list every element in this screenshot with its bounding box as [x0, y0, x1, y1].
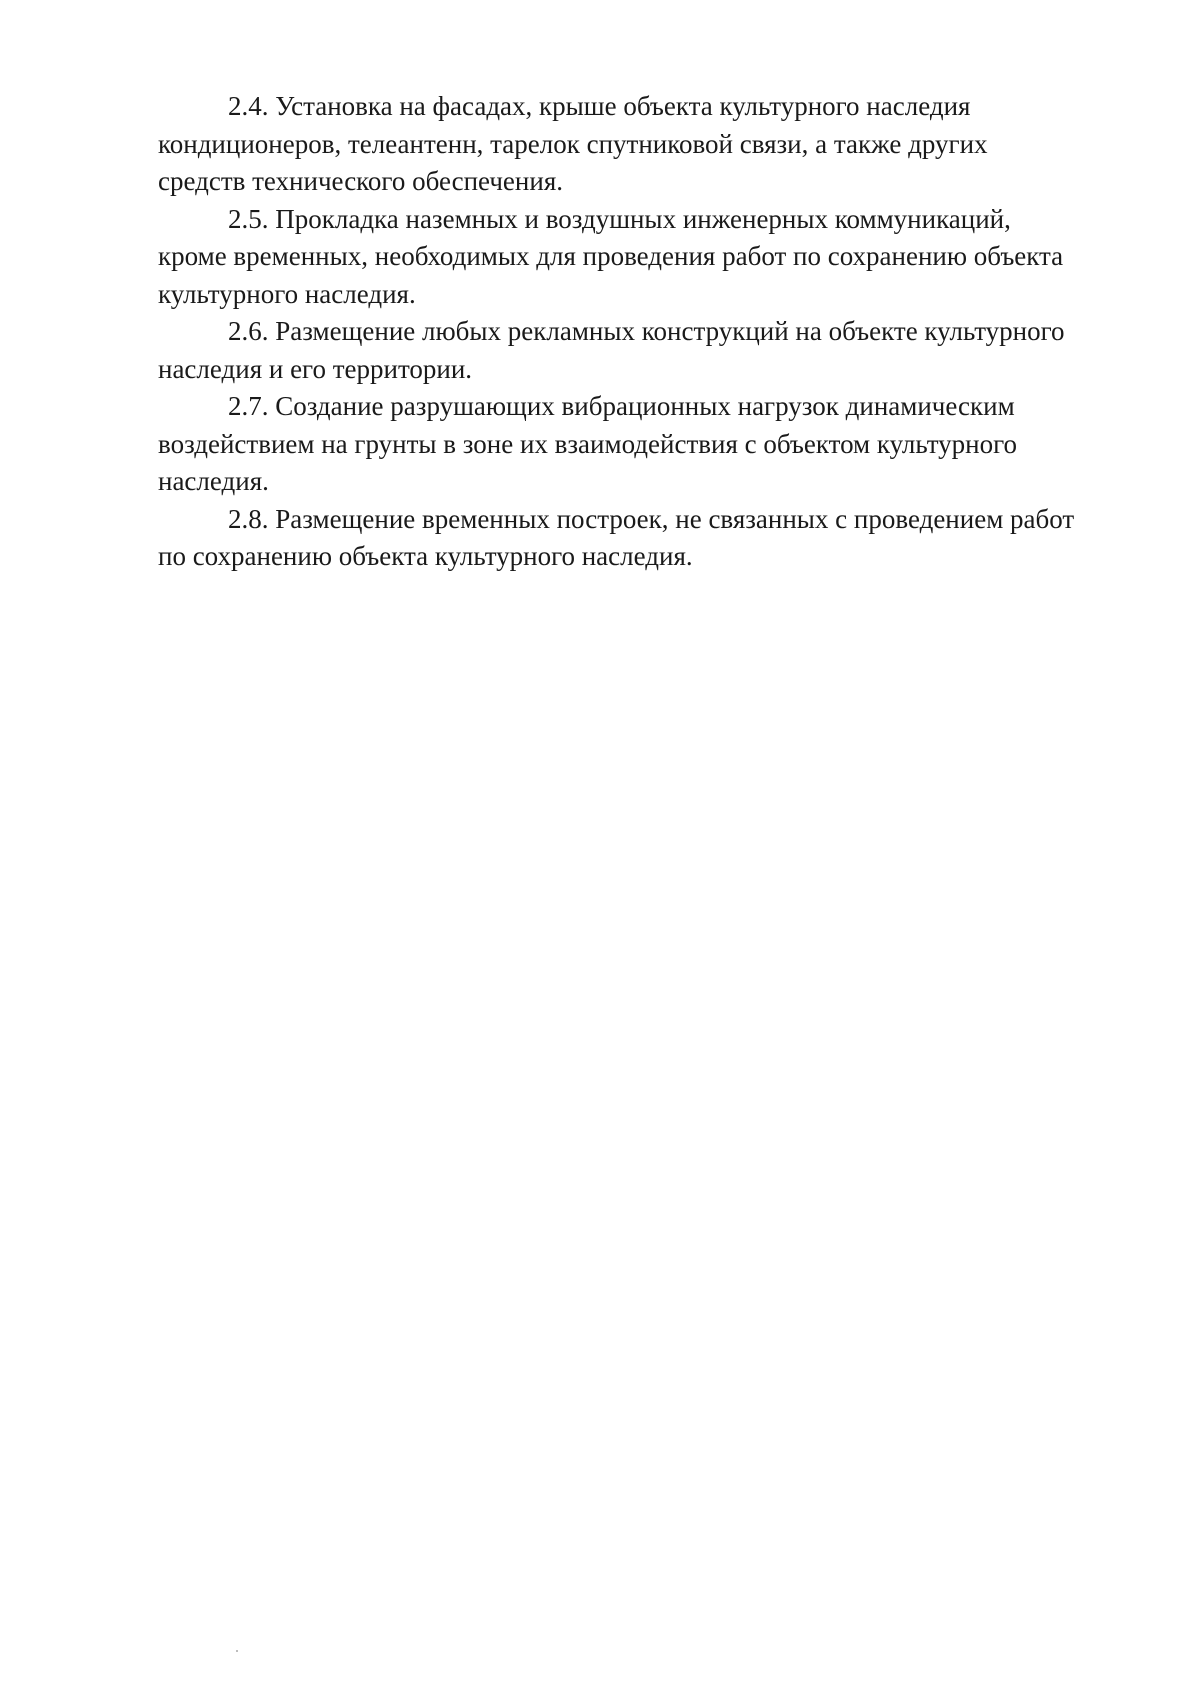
paragraph-2-5: 2.5. Прокладка наземных и воздушных инженерных коммуникаций, кроме временных, необходимых для проведения работ по сохранению объекта культурного наследия.: [158, 203, 1064, 309]
paragraph-2-7: 2.7. Создание разрушающих вибрационных нагрузок динамическим воздействием на грунты в зоне их взаимодействия с объектом культурного наследия.: [158, 391, 1017, 496]
paragraph-2-6: 2.6. Размещение любых рекламных конструкций на объекте культурного наследия и его территории.: [158, 316, 1065, 384]
document-body: [158, 88, 1078, 576]
scan-speck: [236, 1650, 238, 1652]
paragraph-2-8: 2.8. Размещение временных построек, не связанных с проведением работ по сохранению объекта культурного наследия.: [158, 503, 1075, 571]
paragraph-2-4: 2.4. Установка на фасадах, крыше объекта культурного наследия кондиционеров, телеантенн, тарелок спутниковой связи, а также других средств технического обеспечения.: [158, 91, 988, 196]
